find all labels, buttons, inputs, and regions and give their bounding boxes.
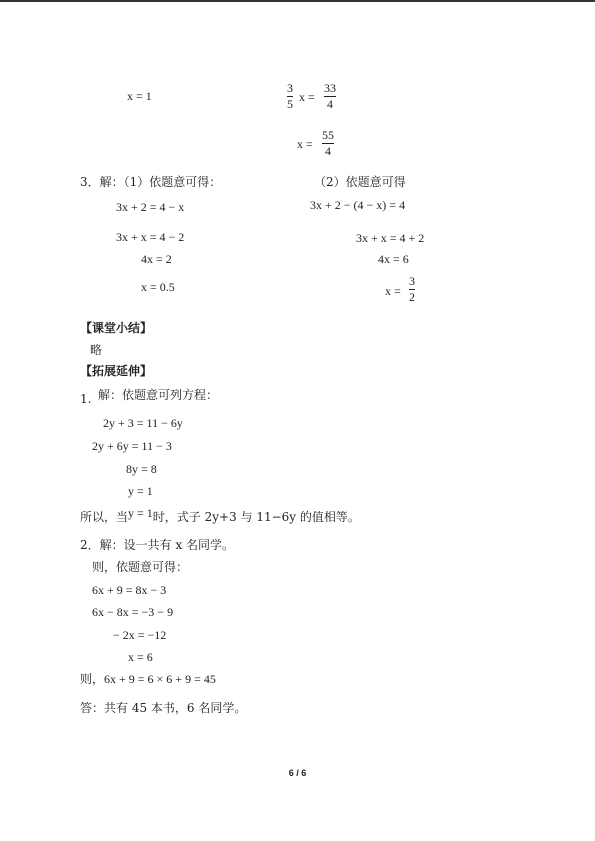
q3-left-line-1: 3x + 2 = 4 − x — [116, 200, 185, 214]
fraction-numerator: 55 — [322, 128, 334, 142]
q1-conclusion-start: 所以，当 — [80, 510, 129, 524]
q3-part2-heading: （2）依题意可得 — [314, 175, 406, 189]
fraction-33-4 — [324, 82, 336, 111]
q1-conclusion — [80, 506, 360, 524]
q1-conclusion-value: y = 1 — [128, 506, 153, 520]
summary-heading: 【课堂小结】 — [80, 321, 153, 335]
extension-heading: 【拓展延伸】 — [80, 364, 153, 378]
q2-line-2: 6x − 8x = −3 − 9 — [92, 605, 174, 619]
q1-intro: 解：依题意可列方程： — [98, 388, 219, 402]
q2-after: 则，6x + 9 = 6 × 6 + 9 = 45 — [80, 672, 216, 686]
q2-answer: 答：共有 45 本书，6 名同学。 — [80, 701, 247, 715]
fraction-3-2 — [409, 275, 415, 304]
fraction-denominator: 2 — [409, 290, 415, 304]
fraction-numerator: 3 — [287, 81, 293, 95]
equation-mid: x = — [299, 90, 315, 104]
q1-line-3: 8y = 8 — [126, 462, 157, 476]
q3-left-line-3: 4x = 2 — [141, 252, 172, 266]
page-number: 6 / 6 — [288, 768, 307, 778]
q3-right-line-3: 4x = 6 — [378, 252, 409, 266]
fraction-numerator: 3 — [409, 274, 415, 288]
page-top-border — [0, 0, 595, 2]
q3-right-line-2: 3x + x = 4 + 2 — [356, 231, 425, 245]
fraction-3-5 — [287, 82, 293, 111]
q3-right-final-left: x = — [385, 284, 401, 298]
q3-left-line-4: x = 0.5 — [141, 280, 175, 294]
q1-line-1: 2y + 3 = 11 − 6y — [103, 416, 183, 430]
q3-right-line-1: 3x + 2 − (4 − x) = 4 — [310, 198, 406, 212]
fraction-numerator: 33 — [324, 81, 336, 95]
fraction-denominator: 4 — [327, 97, 333, 111]
q3-heading: 3．解：（1）依题意可得： — [80, 175, 222, 189]
fraction-denominator: 4 — [325, 144, 331, 158]
q1-line-2: 2y + 6y = 11 − 3 — [92, 439, 172, 453]
q3-left-line-2: 3x + x = 4 − 2 — [116, 230, 185, 244]
q1-label: 1. — [80, 392, 92, 406]
q2-line-3: − 2x = −12 — [113, 628, 167, 642]
q1-conclusion-end: 时，式子 2y+3 与 11−6y 的值相等。 — [152, 510, 360, 524]
fraction-denominator: 5 — [287, 97, 293, 111]
q2-heading: 2．解：设一共有 x 名同学。 — [80, 538, 235, 552]
fraction-55-4 — [322, 129, 334, 158]
q1-line-4: y = 1 — [128, 484, 153, 498]
q2-line-4: x = 6 — [128, 650, 153, 664]
equation-x-equals: x = — [297, 137, 313, 151]
q2-line-1: 6x + 9 = 8x − 3 — [92, 583, 167, 597]
equation-x-equals-1: x = 1 — [127, 89, 152, 103]
q2-then: 则，依题意可得： — [92, 560, 189, 574]
summary-body: 略 — [90, 343, 103, 357]
